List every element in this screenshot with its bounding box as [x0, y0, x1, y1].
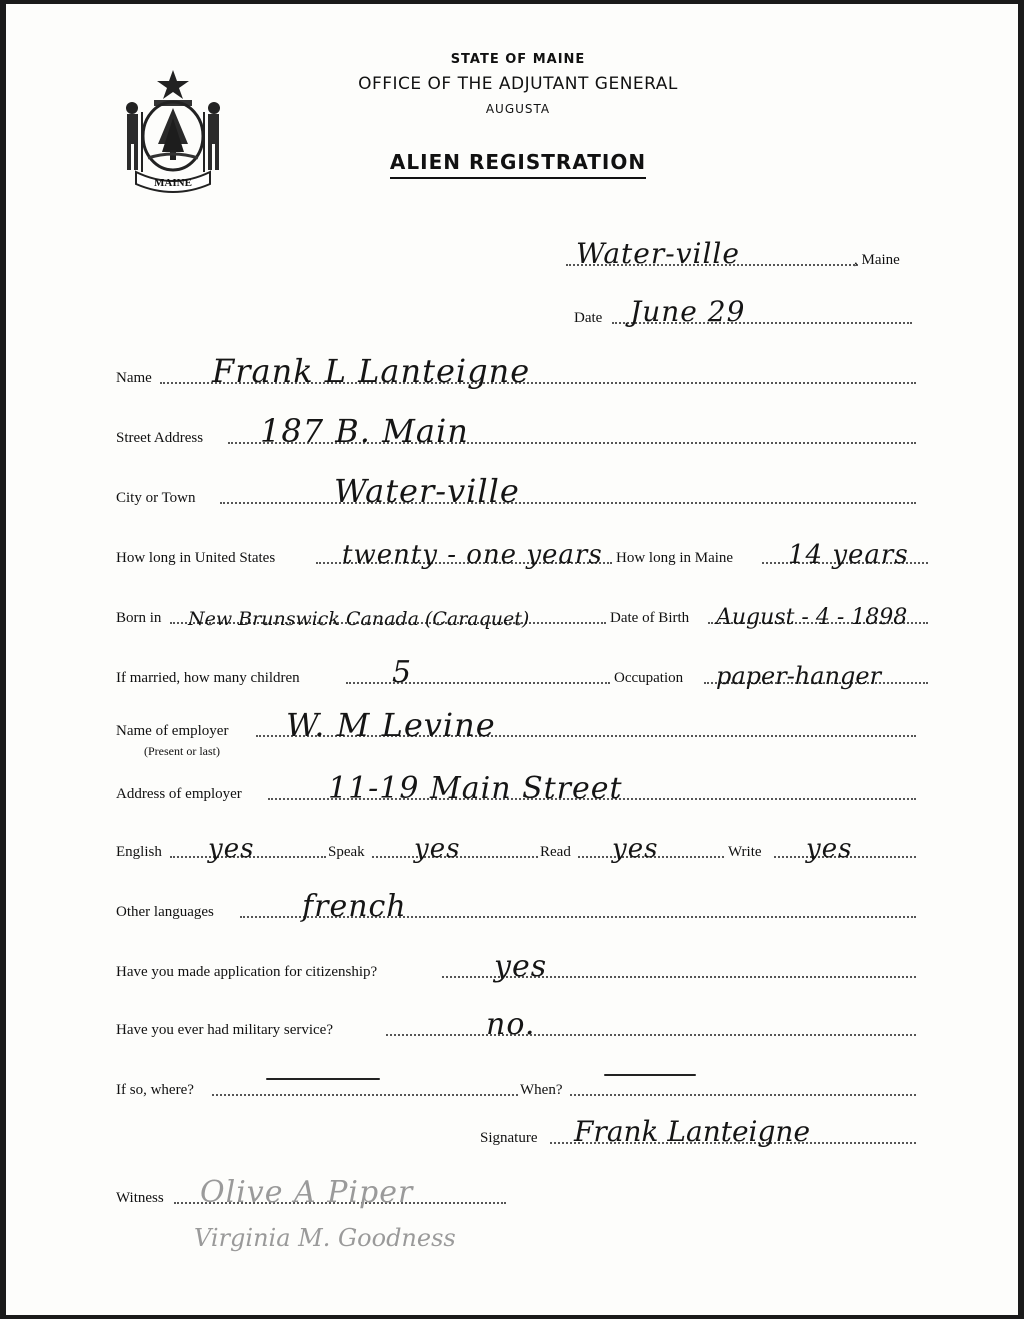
how-long-maine-label: How long in Maine [616, 550, 734, 566]
employer-address-row [116, 771, 916, 806]
where-when-row [116, 1072, 916, 1102]
speak-value[interactable]: yes [414, 834, 461, 864]
signature-value[interactable]: Frank Lanteigne [574, 1115, 811, 1148]
signature-label: Signature [480, 1130, 538, 1146]
other-languages-value[interactable]: french [302, 889, 407, 924]
employer-name-row [116, 706, 916, 758]
how-long-us-label: How long in United States [116, 550, 276, 566]
military-value[interactable]: no. [486, 1007, 536, 1042]
date-label: Date [574, 310, 603, 326]
how-long-us-value[interactable]: twenty - one years [342, 540, 603, 570]
occupation-value[interactable]: paper-hanger [716, 662, 882, 690]
form-title [6, 150, 1018, 174]
witness-row [116, 1175, 516, 1210]
date-row [574, 295, 916, 330]
city-value[interactable]: Water-ville [334, 472, 520, 510]
header-city: AUGUSTA [485, 102, 551, 116]
city-line [220, 502, 916, 504]
english-value[interactable]: yes [208, 834, 255, 864]
place-row [566, 237, 916, 272]
form-title-text: ALIEN REGISTRATION [390, 150, 646, 179]
date-of-birth-value[interactable]: August - 4 - 1898 [716, 605, 908, 630]
citizenship-row [116, 949, 916, 984]
street-address-value[interactable]: 187 B. Main [260, 412, 469, 450]
witness-value[interactable]: Olive A Piper [200, 1175, 414, 1210]
military-row [116, 1007, 916, 1042]
employer-name-value[interactable]: W. M Levine [286, 706, 496, 744]
birth-row [116, 600, 928, 630]
born-in-label: Born in [116, 610, 162, 626]
when-label: When? [520, 1082, 563, 1098]
employer-address-label: Address of employer [116, 786, 242, 802]
witness-value-2[interactable]: Virginia M. Goodness [194, 1224, 456, 1252]
name-row [116, 352, 916, 390]
english-row [116, 834, 916, 864]
place-suffix: , Maine [854, 252, 900, 268]
date-of-birth-label: Date of Birth [610, 610, 690, 626]
how-long-maine-value[interactable]: 14 years [788, 540, 909, 570]
witness-label: Witness [116, 1190, 164, 1206]
where-dash [266, 1078, 380, 1080]
speak-label: Speak [328, 844, 365, 860]
registration-form-page [6, 4, 1018, 1315]
children-value[interactable]: 5 [392, 655, 413, 690]
street-address-row [116, 412, 916, 450]
english-label: English [116, 844, 162, 860]
place-value[interactable]: Water-ville [576, 237, 740, 270]
other-languages-row [116, 889, 916, 924]
name-label: Name [116, 370, 152, 386]
city-label: City or Town [116, 490, 196, 506]
when-dash [604, 1074, 696, 1076]
children-label: If married, how many children [116, 670, 300, 686]
citizenship-label: Have you made application for citizenship? [116, 964, 378, 980]
read-label: Read [540, 844, 571, 860]
header-office: OFFICE OF THE ADJUTANT GENERAL [358, 74, 678, 94]
name-value[interactable]: Frank L Lanteigne [212, 352, 531, 390]
when-line [570, 1094, 916, 1096]
citizenship-value[interactable]: yes [494, 949, 548, 984]
children-row [116, 655, 928, 690]
read-value[interactable]: yes [612, 834, 659, 864]
other-languages-label: Other languages [116, 904, 214, 920]
where-label: If so, where? [116, 1082, 194, 1098]
signature-row [480, 1115, 916, 1150]
write-label: Write [728, 844, 762, 860]
residence-row [116, 540, 928, 570]
header-state: STATE OF MAINE [450, 52, 586, 67]
employer-name-sublabel: (Present or last) [144, 744, 220, 758]
employer-address-value[interactable]: 11-19 Main Street [328, 771, 623, 806]
date-value[interactable]: June 29 [630, 295, 746, 328]
city-row [116, 472, 916, 510]
occupation-label: Occupation [614, 670, 684, 686]
seal-label: MAINE [154, 177, 192, 189]
write-value[interactable]: yes [806, 834, 853, 864]
military-label: Have you ever had military service? [116, 1022, 333, 1038]
employer-name-label: Name of employer [116, 723, 229, 739]
military-line [386, 1034, 916, 1036]
born-in-value[interactable]: New Brunswick Canada (Caraquet) [188, 608, 530, 630]
children-line [346, 682, 610, 684]
where-line [212, 1094, 518, 1096]
street-address-label: Street Address [116, 430, 204, 446]
